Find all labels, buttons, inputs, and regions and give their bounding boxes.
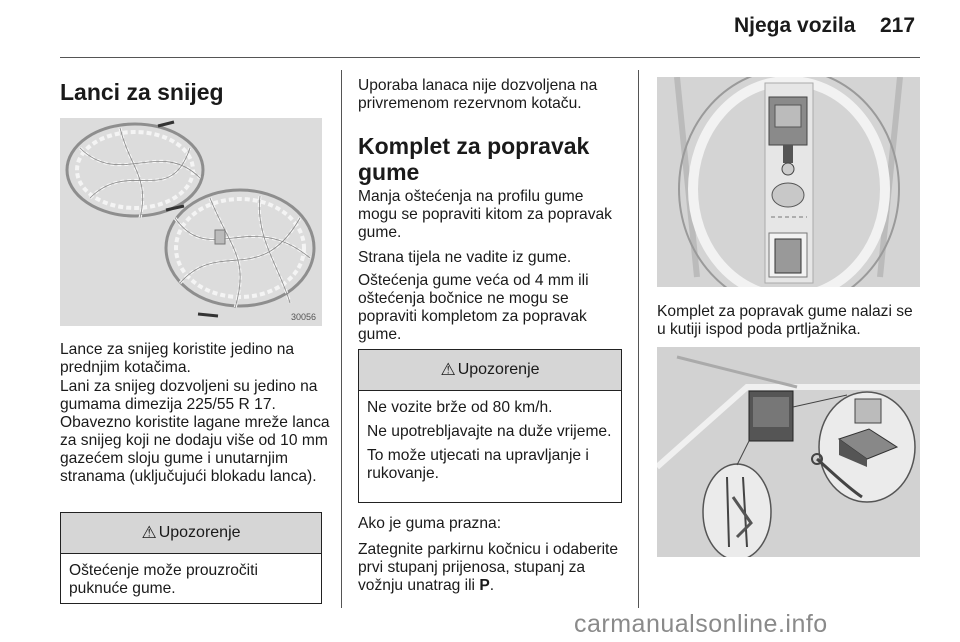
repair-kit-contents-illustration [657, 347, 920, 557]
header-rule [60, 57, 920, 58]
snow-chains-illustration [60, 118, 322, 326]
page-number: 217 [880, 14, 916, 37]
caption-repair-kit-location: Komplet za popravak gume nalazi se u kutiji ispod poda prtljažnika. [657, 303, 913, 338]
paragraph-foreign-objects: Strana tijela ne vadite iz gume. [358, 249, 572, 266]
section-heading-repair-kit: Komplet za popravak gume [358, 133, 590, 185]
parking-brake-text: Zategnite parkirnu kočnicu i odaberite prvi stupanj prijenosa, stupanj za vožnju unatrag ili [358, 541, 619, 594]
warning-triangle-icon: ⚠ [440, 360, 456, 379]
column-divider-1 [341, 70, 342, 608]
warning-line-handling: To može utjecati na upravljanje i rukovanje. [367, 447, 589, 482]
paragraph-parking-brake [358, 541, 624, 595]
paragraph-tyre-dimensions: Lani za snijeg dozvoljeni su jedino na gumama dimezija 225/55 R 17. Obavezno koristite lagane mreže lanca za snijeg koji ne dodaju više od 10 mm gazećem sloju gume i unutarnjim stranama (uključujući blokadu lanca). [60, 378, 330, 485]
figure-code: 30056 [290, 312, 316, 322]
warning-box-repair-kit [358, 349, 622, 503]
parking-brake-end: . [489, 577, 495, 594]
warning-title: Upozorenje [158, 524, 241, 541]
warning-header [359, 350, 621, 391]
warning-triangle-icon: ⚠ [141, 523, 157, 542]
warning-title: Upozorenje [457, 361, 540, 378]
paragraph-front-wheels: Lance za snijeg koristite jedino na prednjim kotačima. [60, 341, 295, 376]
warning-line-duration: Ne upotrebljavajte na duže vrijeme. [367, 423, 612, 440]
trunk-floor-illustration [657, 77, 920, 287]
section-heading-snow-chains: Lanci za snijeg [60, 79, 224, 105]
paragraph-minor-damage: Manja oštećenja na profilu gume mogu se popraviti kitom za popravak gume. [358, 188, 612, 241]
warning-text: Oštećenje može prouzročiti puknuće gume. [69, 562, 258, 597]
warning-header [61, 513, 321, 554]
paragraph-large-damage: Oštećenja gume veća od 4 mm ili oštećenja bočnice ne mogu se popraviti kompletom za popravak gume. [358, 272, 589, 343]
paragraph-flat-tyre: Ako je guma prazna: [358, 515, 502, 532]
paragraph-spare-wheel: Uporaba lanaca nije dozvoljena na privremenom rezervnom kotaču. [358, 77, 598, 112]
running-header-title: Njega vozila [734, 14, 856, 37]
watermark: carmanualsonline.info [574, 610, 828, 638]
warning-line-speed: Ne vozite brže od 80 km/h. [367, 399, 553, 416]
column-divider-2 [638, 70, 639, 608]
gear-key-p: P [479, 577, 490, 594]
warning-box-snow-chains [60, 512, 322, 604]
